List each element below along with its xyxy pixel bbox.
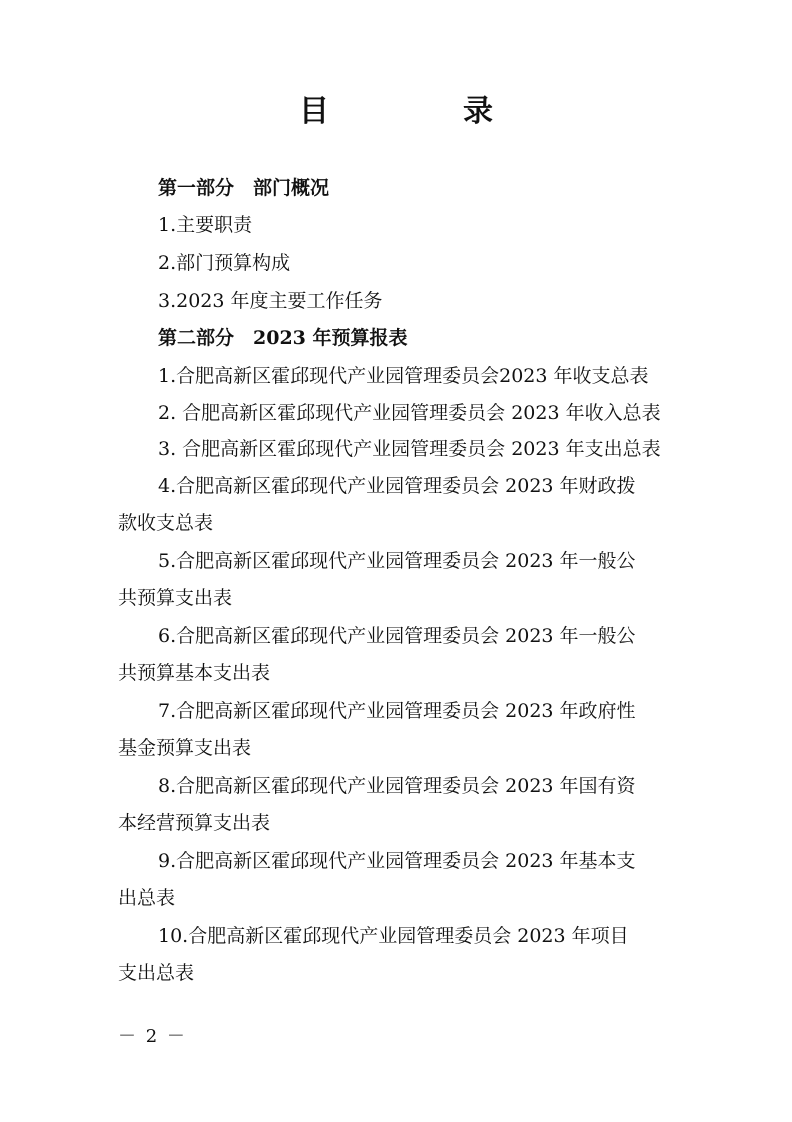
toc-item: 1.合肥高新区霍邱现代产业园管理委员会2023 年收支总表: [158, 365, 649, 387]
toc-item-line: 8.合肥高新区霍邱现代产业园管理委员会 2023 年国有资: [158, 775, 636, 797]
toc-item-continuation: 共预算基本支出表: [118, 662, 271, 684]
toc-item-line: 6.合肥高新区霍邱现代产业园管理委员会 2023 年一般公: [158, 625, 636, 647]
toc-item-line: 7.合肥高新区霍邱现代产业园管理委员会 2023 年政府性: [158, 700, 636, 722]
toc-item-line: 10.合肥高新区霍邱现代产业园管理委员会 2023 年项目: [158, 925, 629, 947]
toc-item-continuation: 基金预算支出表: [118, 737, 252, 759]
toc-item-line: 4.合肥高新区霍邱现代产业园管理委员会 2023 年财政拨: [158, 475, 636, 497]
page-number: － 2 －: [118, 1026, 187, 1047]
toc-item: 2. 合肥高新区霍邱现代产业园管理委员会 2023 年收入总表: [158, 402, 661, 424]
toc-item-continuation: 出总表: [118, 887, 176, 909]
toc-item-line: 5.合肥高新区霍邱现代产业园管理委员会 2023 年一般公: [158, 550, 636, 572]
section-heading-2: 第二部分 2023 年预算报表: [158, 327, 408, 349]
toc-item-continuation: 支出总表: [118, 962, 195, 984]
section-heading-1: 第一部分 部门概况: [158, 177, 330, 199]
toc-item-continuation: 共预算支出表: [118, 587, 233, 609]
toc-item-continuation: 款收支总表: [118, 512, 214, 534]
toc-item: 2.部门预算构成: [158, 252, 291, 274]
toc-item: 3. 合肥高新区霍邱现代产业园管理委员会 2023 年支出总表: [158, 438, 661, 460]
toc-item-line: 9.合肥高新区霍邱现代产业园管理委员会 2023 年基本支: [158, 850, 636, 872]
toc-item-continuation: 本经营预算支出表: [118, 812, 271, 834]
page-title: 目 录: [299, 94, 545, 129]
toc-item: 1.主要职责: [158, 214, 253, 236]
toc-item: 3.2023 年度主要工作任务: [158, 290, 383, 312]
